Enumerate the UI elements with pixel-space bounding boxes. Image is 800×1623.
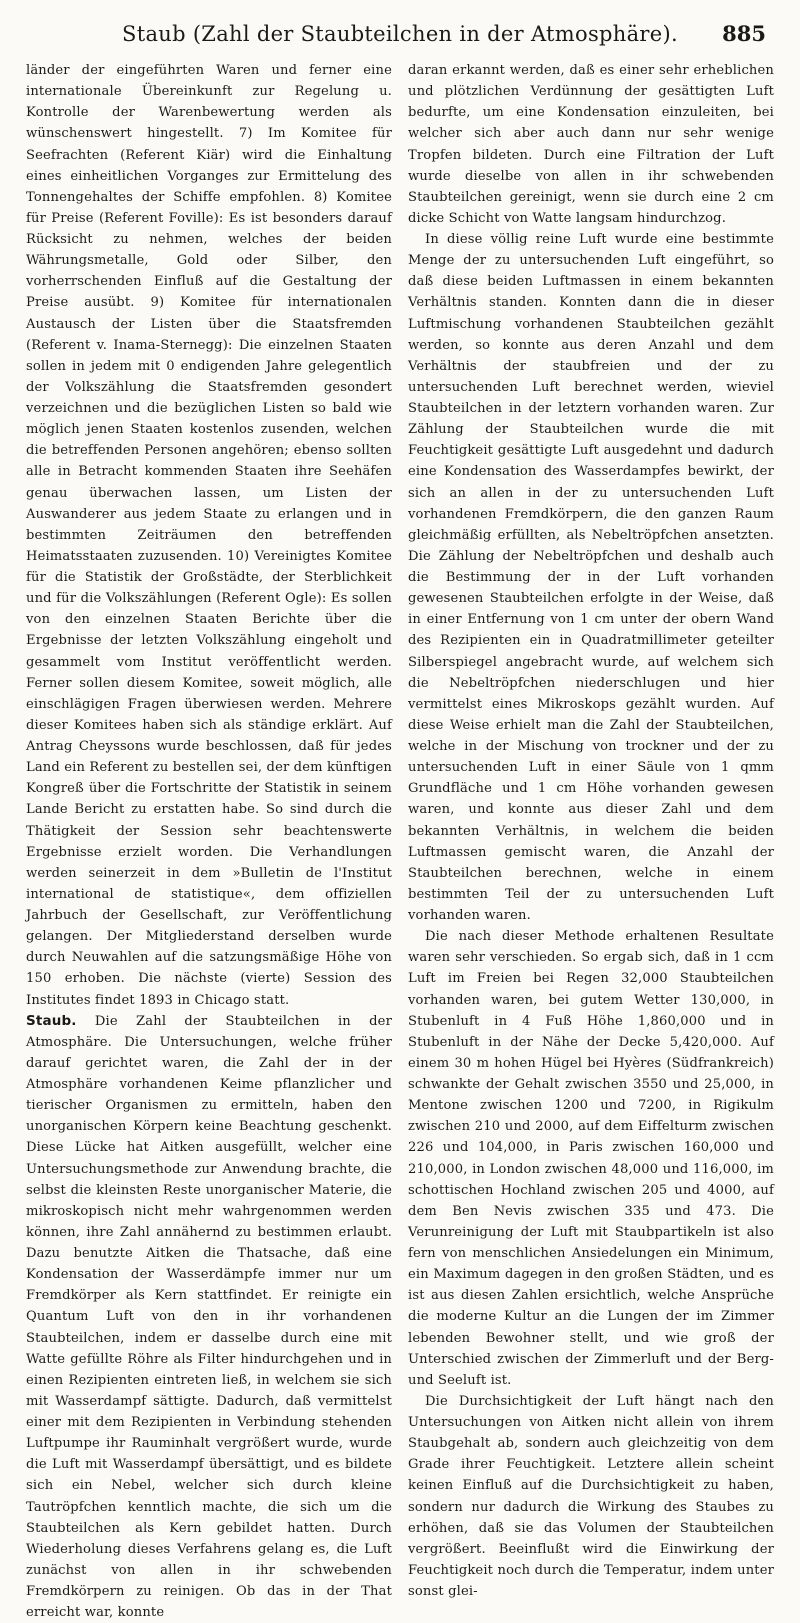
paragraph-transparency: Die Durchsichtigkeit der Luft hängt nach den Untersuchungen von Aitken nicht allein von ihrem Staubgehalt ab, sondern auch gleichzeitig von dem Grade ihrer Feuchtigkeit. Letztere allein scheint keinen Einfluß auf die Durchsichtigkeit zu haben, sondern nur dadurch die Wirkung des Staubes zu erhöhen, daß sie das Volumen der Staubteilchen vergrößert. Beeinflußt wird die Einwirkung der Feuchtigkeit noch durch die Temperatur, indem unter sonst glei- (408, 1393, 774, 1599)
paragraph-staub-entry (26, 1011, 392, 1623)
paragraph-results: Die nach dieser Methode erhaltenen Resultate waren sehr verschieden. So ergab sich, daß in 1 ccm Luft im Freien bei Regen 32,000 Staubteilchen vorhanden waren, bei gutem Wetter 130,000, in Stubenluft in 4 Fuß Höhe 1,860,000 und in Stubenluft in der Nähe der Decke 5,420,000. Auf einem 30 m hohen Hügel bei Hyères (Südfrankreich) schwankte der Gehalt zwischen 3550 und 25,000, in Mentone zwischen 1200 und 7200, in Rigikulm zwischen 210 und 2000, auf dem Eiffelturm zwischen 226 und 104,000, in Paris zwischen 160,000 und 210,000, in London zwischen 48,000 und 116,000, im schottischen Hochland zwischen 205 und 4000, auf dem Ben Nevis zwischen 335 und 473. Die Verunreinigung der Luft mit Staubpartikeln ist also fern von menschlichen Ansiedelungen ein Minimum, ein Maximum dagegen in den großen Städten, und es ist aus diesen Zahlen ersichtlich, welche Ansprüche die moderne Kultur an die Lungen der im Zimmer lebenden Bewohner stellt, und wie groß der Unterschied zwischen der Zimmerluft und der Berg- und Seeluft ist. (408, 929, 774, 1388)
lemma-heading: Staub. (26, 1012, 77, 1029)
running-head: Staub (Zahl der Staubteilchen in der Atmosphäre). (122, 22, 678, 46)
right-column (408, 60, 774, 1599)
paragraph-statistics-congress: länder der eingeführten Waren und ferner eine internationale Übereinkunft zur Regelung u. Kontrolle der Warenbewertung werden als wünschenswert hingestellt. 7) Im Komitee für Seefrachten (Referent Kiär) wird die Einhaltung eines einheitlichen Vorganges zur Ermittelung des Tonnengehaltes der Schiffe empfohlen. 8) Komitee für Preise (Referent Foville): Es ist besonders darauf Rücksicht zu nehmen, welches der beiden Währungsmetalle, Gold oder Silber, den vorherrschenden Einfluß auf die Gestaltung der Preise ausübt. 9) Komitee für internationalen Austausch der Listen über die Staatsfremden (Referent v. Inama-Sternegg): Die einzelnen Staaten sollen in jedem mit 0 endigenden Jahre gelegentlich der Volkszählung die Staatsfremden gesondert verzeichnen und die bezüglichen Listen so bald wie möglich jenen Staaten kostenlos zusenden, welchen die betreffenden Personen angehören; ebenso sollten alle in Betracht kommenden Staaten ihre Seehäfen genau überwachen lassen, um Listen der Auswanderer aus jedem Staate zu erlangen und in bestimmten Zeiträumen den betreffenden Heimatsstaaten zuzusenden. 10) Vereinigtes Komitee für die Statistik der Großstädte, der Sterblichkeit und für die Volkszählungen (Referent Ogle): Es sollen von den einzelnen Staaten Berichte über die Ergebnisse der letzten Volkszählung eingeholt und gesammelt vom Institut veröffentlicht werden. Ferner sollen diesem Komitee, soweit möglich, alle einschlägigen Fragen überwiesen werden. Mehrere dieser Komitees haben sich als ständige erklärt. Auf Antrag Cheyssons wurde beschlossen, daß für jedes Land ein Referent zu bestellen sei, der dem künftigen Kongreß über die Fortschritte der Statistik in seinem Lande Bericht zu erstatten habe. So sind durch die Thätigkeit der Session sehr beachtenswerte Ergebnisse erzielt worden. Die Verhandlungen werden seinerzeit in dem »Bulletin de l'Institut international de statistique«, dem offiziellen Jahrbuch der Gesellschaft, zur Veröffentlichung gelangen. Der Mitgliederstand derselben wurde durch Neuwahlen auf die satzungsmäßige Höhe von 150 erhoben. Die nächste (vierte) Session des Institutes findet 1893 in Chicago statt. (26, 63, 393, 1008)
page-header (26, 20, 774, 54)
page-number: 885 (722, 21, 766, 46)
text-columns (26, 60, 774, 1621)
paragraph-counting-method: In diese völlig reine Luft wurde eine bestimmte Menge der zu untersuchenden Luft eingeführt, so daß diese beiden Luftmassen in einem bekannten Verhältnis standen. Konnten dann die in dieser Luftmischung vorhandenen Staubteilchen gezählt werden, so konnte aus deren Anzahl und dem Verhältnis der staubfreien und der zu untersuchenden Luft berechnet werden, wieviel Staubteilchen in der letztern vorhanden waren. Zur Zählung der Staubteilchen wurde die mit Feuchtigkeit gesättigte Luft ausgedehnt und dadurch eine Kondensation des Wasserdampfes bewirkt, der sich an allen in der zu untersuchenden Luft vorhandenen Fremdkörpern, die den ganzen Raum gleichmäßig erfüllten, als Nebeltröpfchen ansetzten. Die Zählung der Nebeltröpfchen und deshalb auch die Bestimmung der in der Luft vorhanden gewesenen Staubteilchen erfolgte in der Weise, daß in einer Entfernung von 1 cm unter der obern Wand des Rezipienten ein in Quadratmillimeter geteilter Silberspiegel angebracht wurde, auf welchem sich die Nebeltröpfchen niederschlugen und hier vermittelst eines Mikroskops gezählt wurden. Auf diese Weise erhielt man die Zahl der Staubteilchen, welche in der Mischung von trockner und der zu untersuchenden Luft in einer Säule von 1 qmm Grundfläche und 1 cm Höhe vorhanden gewesen waren, und konnte aus dieser Zahl und dem bekannten Verhältnis, in welchem die beiden Luftmassen gemischt waren, die Anzahl der Staubteilchen berechnen, welche in einem bestimmten Teil der zu untersuchenden Luft vorhanden waren. (408, 232, 774, 923)
paragraph-filtration: daran erkannt werden, daß es einer sehr erheblichen und plötzlichen Verdünnung der gesättigten Luft bedurfte, um eine Kondensation einzuleiten, bei welcher sich aber auch dann nur sehr wenige Tropfen bildeten. Durch eine Filtration der Luft wurde dieselbe von allen in ihr schwebenden Staubteilchen gereinigt, wenn sie durch eine 2 cm dicke Schicht von Watte langsam hindurchzog. (408, 63, 774, 226)
paragraph-staub-text: Die Zahl der Staubteilchen in der Atmosphäre. Die Untersuchungen, welche früher darauf gerichtet waren, die Zahl der in der Atmosphäre vorhandenen Keime pflanzlicher und tierischer Organismen zu ermitteln, haben den unorganischen Körpern keine Beachtung geschenkt. Diese Lücke hat Aitken ausgefüllt, welcher eine Untersuchungsmethode zur Anwendung brachte, die selbst die kleinsten Reste unorganischer Materie, die mikroskopisch nicht mehr wahrgenommen werden können, ihre Zahl annähernd zu bestimmen erlaubt. Dazu benutzte Aitken die Thatsache, daß eine Kondensation der Wasserdämpfe immer nur um Fremdkörper als Kern stattfindet. Er reinigte ein Quantum Luft von den in ihr vorhandenen Staubteilchen, indem er dasselbe durch eine mit Watte gefüllte Röhre als Filter hindurchgehen und in einen Rezipienten eintreten ließ, in welchem sie sich mit Wasserdampf sättigte. Dadurch, daß vermittelst einer mit dem Rezipienten in Verbindung stehenden Luftpumpe ihr Rauminhalt vergrößert wurde, wurde die Luft mit Wasserdampf übersättigt, und es bildete sich ein Nebel, welcher sich durch kleine Tautröpfchen kenntlich machte, die sich um die Staubteilchen als Kern gebildet hatten. Durch Wiederholung dieses Verfahrens gelang es, die Luft zunächst von allen in ihr schwebenden Fremdkörpern zu reinigen. Ob das in der That erreicht war, konnte (26, 1013, 392, 1621)
left-column (26, 60, 393, 1621)
